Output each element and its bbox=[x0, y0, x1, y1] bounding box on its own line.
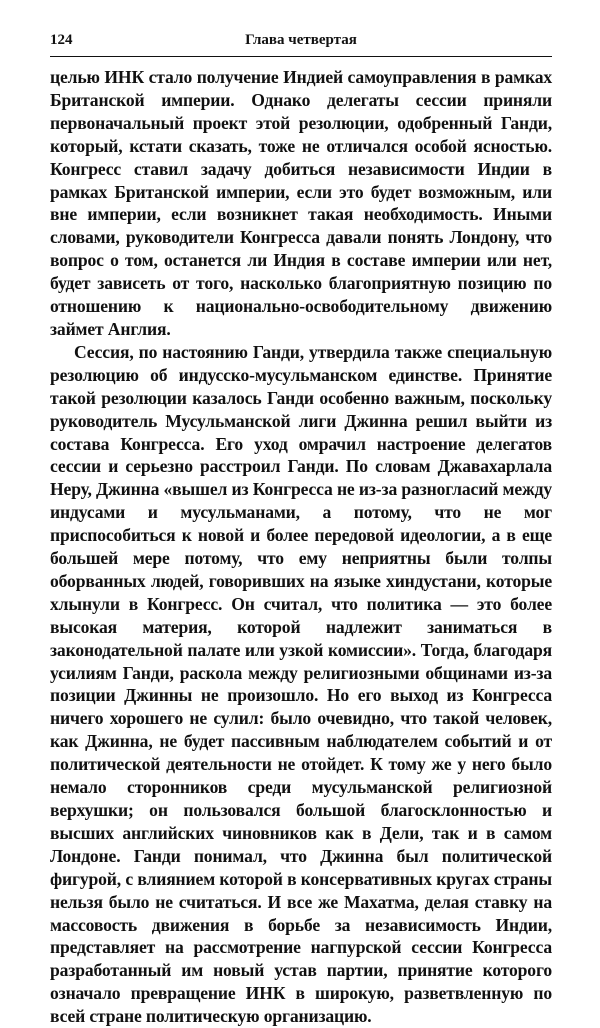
paragraph: Сессия, по настоянию Ганди, утвердила также специальную резолюцию об индусско-мусульманском единстве. Принятие такой резолюции казалось Ганди особенно важным, поскольку руководитель Мусульманской лиги Джинна решил выйти из состава Конгресса. Его уход омрачил настроение делегатов сессии и серьезно расстроил Ганди. По словам Джавахарлала Неру, Джинна «вышел из Конгресса не из-за разногласий между индусами и мусульманами, а потому, что не мог приспособиться к новой и более передовой идеологии, а в еще большей мере потому, что ему неприятны были толпы оборванных людей, говоривших на языке хиндустани, которые хлынули в Конгресс. Он считал, что политика — это более высокая материя, которой надлежит заниматься в законодательной палате или узкой комиссии». Тогда, благодаря усилиям Ганди, раскола между религиозными общинами из-за позиции Джинны не произошло. Но его выход из Конгресса ничего хорошего не сулил: было очевидно, что такой человек, как Джинна, не будет пассивным наблюдателем событий и от политической деятельности не отойдет. К тому же у него было немало сторонников среди мусульманской религиозной верхушки; он пользовался большой благосклонностью и высших английских чиновников как в Дели, так и в самом Лондоне. Ганди понимал, что Джинна был политической фигурой, с влиянием которой в консервативных кругах страны нельзя было не считаться. И все же Махатма, делая ставку на массовость движения в борьбе за независимость Индии, представляет на рассмотрение нагпурской сессии Конгресса разработанный им новый устав партии, принятие которого означало превращение ИНК в широкую, разветвленную по всей стране политическую организацию. bbox=[50, 341, 552, 1027]
header-rule bbox=[50, 56, 552, 57]
paragraph: целью ИНК стало получение Индией самоуправления в рамках Британской империи. Однако делегаты сессии приняли первоначальный проект этой резолюции, одобренный Ганди, который, кстати сказать, тоже не отличался особой ясностью. Конгресс ставил задачу добиться независимости Индии в рамках Британской империи, если это будет возможным, или вне империи, если возникнет такая необходимость. Иными словами, руководители Конгресса давали понять Лондону, что вопрос о том, останется ли Индия в составе империи или нет, будет зависеть от того, насколько благоприятную позицию по отношению к национально-освободительному движению займет Англия. bbox=[50, 67, 552, 339]
page-number: 124 bbox=[50, 32, 73, 48]
page-header bbox=[50, 30, 552, 54]
body-text bbox=[50, 66, 552, 1028]
running-title: Глава четвертая bbox=[245, 32, 357, 48]
